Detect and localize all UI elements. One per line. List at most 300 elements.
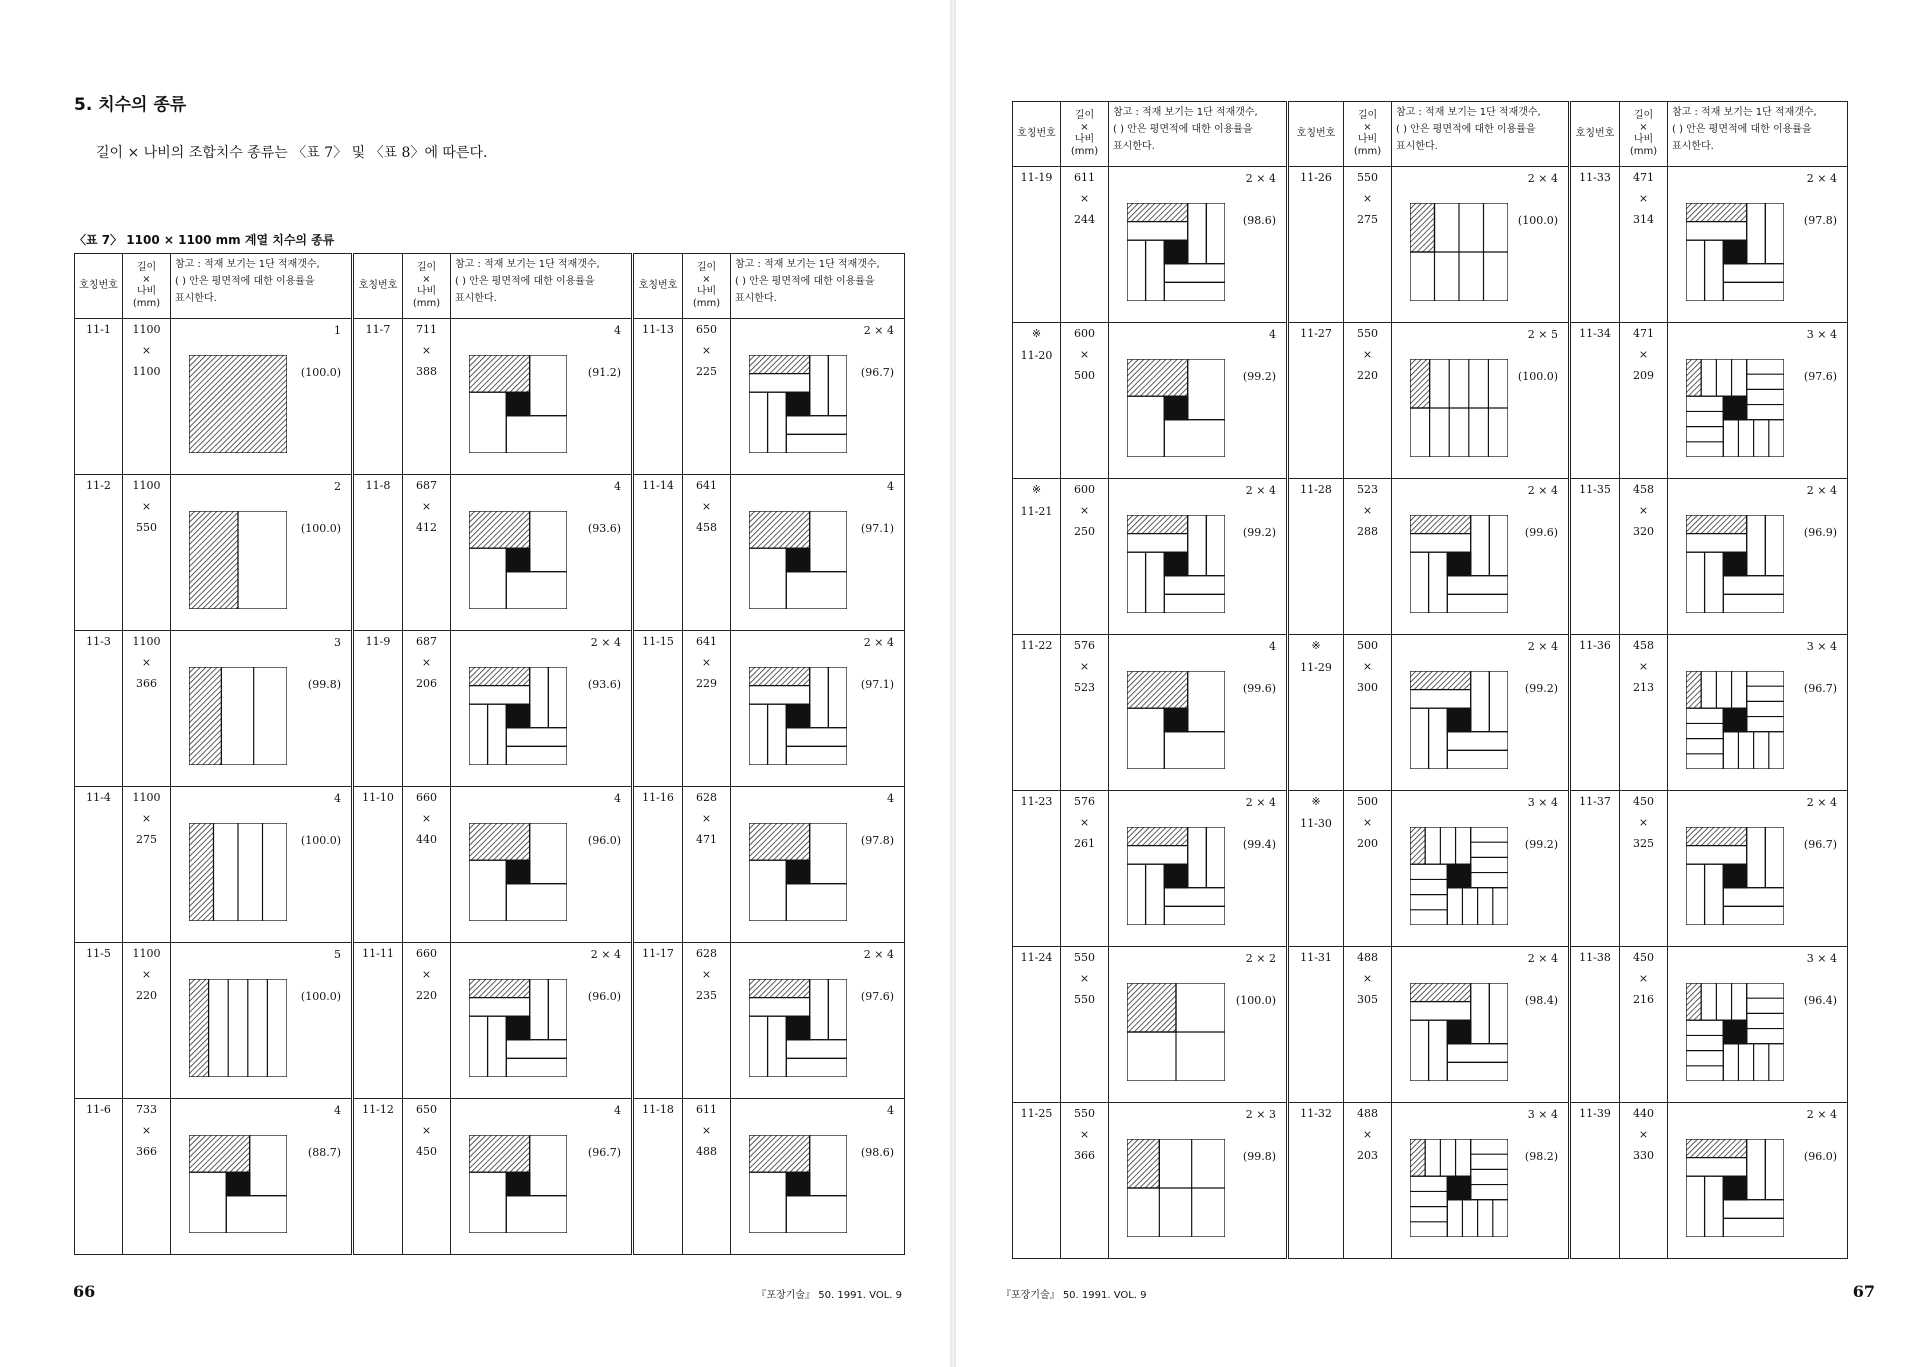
note-mark: ※: [1031, 327, 1042, 340]
length-value: 1100: [132, 947, 161, 960]
width-value: 275: [1357, 213, 1378, 226]
code-label: 11-8: [365, 479, 391, 492]
box-outline: [828, 355, 847, 416]
efficiency-value: (98.6): [860, 1146, 894, 1159]
code-label: 11-36: [1579, 639, 1611, 652]
box-outline: [1489, 671, 1508, 732]
pattern-cell: [171, 475, 353, 631]
box-outline: [506, 746, 567, 765]
box-outline: [250, 1135, 287, 1196]
table-row: [75, 475, 905, 631]
code-label: 11-17: [642, 947, 674, 960]
width-value: 305: [1357, 993, 1378, 1006]
length-value: 600: [1074, 483, 1095, 496]
efficiency-value: (99.8): [307, 678, 341, 691]
box-outline: [1686, 534, 1747, 553]
box-outline: [1410, 203, 1435, 252]
box-outline: [1447, 732, 1508, 751]
length-value: 687: [416, 635, 437, 648]
box-outline: [1447, 1044, 1508, 1063]
length-value: 611: [1074, 171, 1095, 184]
box-outline: [1164, 906, 1225, 925]
times-sign: ×: [1638, 972, 1649, 985]
width-value: 275: [136, 833, 157, 846]
box-outline: [768, 1016, 787, 1077]
header-remark: [731, 254, 905, 319]
table-row: [1013, 947, 1848, 1103]
table-row: [75, 787, 905, 943]
pallet-count: 2 × 2: [1245, 952, 1276, 965]
header-code: 호칭번호: [1288, 102, 1344, 167]
box-outline: [469, 392, 506, 453]
box-outline: [226, 1196, 287, 1233]
box-outline: [1188, 203, 1207, 264]
box-outline: [1164, 576, 1225, 595]
dims-cell: [683, 1099, 731, 1255]
width-value: 523: [1074, 681, 1095, 694]
box-outline: [749, 1016, 768, 1077]
header-remark-line: 표시한다.: [175, 293, 217, 304]
dims-cell: [1344, 635, 1392, 791]
box-outline: [1723, 1020, 1747, 1044]
box-outline: [1410, 1020, 1429, 1081]
pattern-cell: [1109, 635, 1288, 791]
box-outline: [828, 667, 847, 728]
code-label: 11-27: [1300, 327, 1332, 340]
stacking-pattern-diagram: [749, 667, 847, 765]
width-value: 220: [1357, 369, 1378, 382]
code-cell: [1288, 167, 1344, 323]
pallet-count: 2 × 4: [1527, 484, 1558, 497]
times-sign: ×: [1079, 504, 1090, 517]
pallet-count: 2 × 4: [1245, 796, 1276, 809]
box-outline: [749, 355, 810, 374]
header-code: 호칭번호: [75, 254, 123, 319]
box-outline: [1188, 515, 1207, 576]
header-remark-line: 참고 : 적재 보기는 1단 적재갯수,: [735, 259, 880, 270]
code-label: 11-38: [1579, 951, 1611, 964]
header-remark: [451, 254, 633, 319]
stacking-pattern-diagram: [189, 823, 287, 921]
pallet-count: 2 × 5: [1527, 328, 1558, 341]
box-outline: [548, 667, 567, 728]
length-value: 458: [1633, 639, 1654, 652]
efficiency-value: (99.4): [1242, 838, 1276, 851]
code-label: 11-18: [642, 1103, 674, 1116]
box-outline: [1747, 827, 1766, 888]
times-sign: ×: [1362, 1128, 1373, 1141]
header-width: 나비: [1074, 134, 1095, 145]
stacking-pattern-diagram: [1410, 671, 1508, 769]
box-outline: [530, 667, 549, 728]
header-width: 나비: [696, 286, 717, 297]
table-row: [75, 1099, 905, 1255]
box-outline: [506, 860, 530, 884]
note-mark: ※: [1311, 795, 1321, 808]
length-value: 450: [1633, 951, 1654, 964]
box-outline: [1146, 240, 1165, 301]
efficiency-value: (99.6): [1242, 682, 1276, 695]
dimension-table-left: [74, 253, 905, 1255]
dims-cell: [403, 1099, 451, 1255]
box-outline: [1723, 906, 1784, 925]
pattern-cell: [1668, 791, 1848, 947]
times-sign: ×: [701, 500, 712, 513]
box-outline: [530, 355, 567, 416]
times-sign: ×: [1638, 816, 1649, 829]
efficiency-value: (97.1): [860, 522, 894, 535]
code-cell: [1013, 479, 1061, 635]
box-outline: [749, 511, 810, 548]
pattern-cell: [1392, 479, 1570, 635]
box-outline: [1686, 359, 1701, 396]
code-cell: [1288, 323, 1344, 479]
header-dims: [683, 254, 731, 319]
code-cell: [633, 319, 683, 475]
box-outline: [1206, 203, 1225, 264]
pallet-count: 4: [887, 792, 894, 805]
dimension-table-right: [1012, 101, 1848, 1259]
code-label: 11-23: [1020, 795, 1053, 808]
box-outline: [1765, 1139, 1784, 1200]
box-outline: [1164, 396, 1188, 420]
times-sign: ×: [1638, 504, 1649, 517]
stacking-pattern-diagram: [1686, 359, 1784, 457]
pattern-cell: [1668, 947, 1848, 1103]
stacking-pattern-diagram: [1410, 515, 1508, 613]
box-outline: [1723, 1200, 1784, 1219]
box-outline: [749, 998, 810, 1017]
code-label: 11-6: [86, 1103, 111, 1116]
dims-cell: [1620, 167, 1668, 323]
pallet-count: 4: [614, 1104, 621, 1117]
pallet-count: 3: [334, 636, 341, 649]
header-times: ×: [1363, 122, 1372, 133]
code-cell: [1570, 1103, 1620, 1259]
code-cell: [353, 1099, 403, 1255]
code-cell: [1013, 947, 1061, 1103]
header-remark-line: ( ) 안은 평면적에 대한 이용률을: [1672, 124, 1812, 135]
efficiency-value: (99.8): [1242, 1150, 1276, 1163]
header-width: 나비: [136, 286, 157, 297]
length-value: 600: [1074, 327, 1095, 340]
code-label: 11-4: [86, 791, 111, 804]
width-value: 471: [696, 833, 717, 846]
length-value: 488: [1357, 1107, 1378, 1120]
box-outline: [1410, 552, 1429, 613]
efficiency-value: (96.4): [1803, 994, 1837, 1007]
header-remark-line: 표시한다.: [455, 293, 497, 304]
dims-cell: [683, 943, 731, 1099]
header-length: 길이: [136, 262, 157, 273]
efficiency-value: (100.0): [1235, 994, 1276, 1007]
box-outline: [1447, 594, 1508, 613]
code-label: 11-16: [642, 791, 674, 804]
header-remark-line: ( ) 안은 평면적에 대한 이용률을: [455, 276, 595, 287]
box-outline: [469, 1016, 488, 1077]
box-outline: [1705, 864, 1724, 925]
box-outline: [1127, 515, 1188, 534]
box-outline: [1723, 576, 1784, 595]
box-outline: [1127, 552, 1146, 613]
box-outline: [1765, 515, 1784, 576]
length-value: 650: [696, 323, 717, 336]
header-dims: [1061, 102, 1109, 167]
box-outline: [1723, 240, 1747, 264]
dims-cell: [683, 319, 731, 475]
table-header: [1013, 102, 1848, 167]
length-value: 687: [416, 479, 437, 492]
dims-cell: [403, 319, 451, 475]
code-cell: [353, 943, 403, 1099]
box-outline: [1765, 827, 1784, 888]
stacking-pattern-diagram: [1410, 827, 1508, 925]
box-outline: [1410, 534, 1471, 553]
box-outline: [189, 511, 238, 609]
times-sign: ×: [1638, 192, 1649, 205]
width-value: 366: [1074, 1149, 1095, 1162]
times-sign: ×: [1638, 660, 1649, 673]
pattern-cell: [1392, 791, 1570, 947]
box-outline: [469, 1135, 530, 1172]
code-label: 11-34: [1579, 327, 1611, 340]
box-outline: [1188, 359, 1225, 420]
width-value: 500: [1074, 369, 1095, 382]
box-outline: [749, 1172, 786, 1233]
box-outline: [786, 434, 847, 453]
pattern-cell: [451, 631, 633, 787]
box-outline: [1164, 732, 1225, 769]
length-value: 550: [1357, 327, 1378, 340]
box-outline: [1686, 983, 1701, 1020]
box-outline: [1146, 864, 1165, 925]
length-value: 471: [1633, 171, 1654, 184]
times-sign: ×: [1362, 504, 1373, 517]
dims-cell: [1061, 791, 1109, 947]
header-times: ×: [1080, 122, 1089, 133]
pallet-count: 3 × 4: [1806, 952, 1837, 965]
box-outline: [469, 686, 530, 705]
header-unit: (mm): [1353, 146, 1382, 157]
box-outline: [786, 1196, 847, 1233]
header-unit: (mm): [692, 298, 721, 309]
dims-cell: [123, 1099, 171, 1255]
times-sign: ×: [1079, 816, 1090, 829]
width-value: 314: [1633, 213, 1654, 226]
box-outline: [1127, 1139, 1159, 1188]
pallet-count: 5: [334, 948, 341, 961]
efficiency-value: (100.0): [300, 366, 341, 379]
width-value: 235: [696, 989, 717, 1002]
box-outline: [506, 1172, 530, 1196]
length-value: 611: [696, 1103, 717, 1116]
dims-cell: [1061, 635, 1109, 791]
code-label: 11-2: [86, 479, 111, 492]
box-outline: [786, 860, 810, 884]
length-value: 523: [1357, 483, 1378, 496]
code-cell: [1013, 1103, 1061, 1259]
stacking-pattern-diagram: [469, 823, 567, 921]
times-sign: ×: [421, 656, 432, 669]
times-sign: ×: [1638, 348, 1649, 361]
code-label: 11-7: [365, 323, 391, 336]
stacking-pattern-diagram: [1686, 203, 1784, 301]
table-row: [1013, 479, 1848, 635]
stacking-pattern-diagram: [1686, 1139, 1784, 1237]
pattern-cell: [171, 319, 353, 475]
box-outline: [469, 979, 530, 998]
code-label: 11-9: [365, 635, 391, 648]
box-outline: [1747, 1139, 1766, 1200]
pallet-count: 4: [1269, 328, 1276, 341]
header-length: 길이: [1633, 110, 1654, 121]
box-outline: [1723, 552, 1747, 576]
code-label: 11-32: [1300, 1107, 1332, 1120]
box-outline: [810, 823, 847, 884]
pattern-cell: [1392, 167, 1570, 323]
dims-cell: [1620, 791, 1668, 947]
efficiency-value: (96.7): [1803, 838, 1837, 851]
box-outline: [1723, 1176, 1747, 1200]
length-value: 450: [1633, 795, 1654, 808]
header-times: ×: [422, 274, 431, 285]
box-outline: [469, 355, 530, 392]
box-outline: [1410, 671, 1471, 690]
header-remark-line: 표시한다.: [735, 293, 777, 304]
code-cell: [1570, 635, 1620, 791]
width-value: 213: [1633, 681, 1654, 694]
length-value: 733: [136, 1103, 157, 1116]
header-times: ×: [1639, 122, 1648, 133]
box-outline: [810, 511, 847, 572]
pallet-count: 2 × 4: [1806, 796, 1837, 809]
table-header: [75, 254, 905, 319]
header-remark-line: 참고 : 적재 보기는 1단 적재갯수,: [455, 259, 600, 270]
length-value: 1100: [132, 635, 161, 648]
box-outline: [1410, 1139, 1425, 1176]
box-outline: [1127, 671, 1188, 708]
page-number: 66: [73, 1282, 96, 1301]
efficiency-value: (91.2): [587, 366, 621, 379]
pallet-count: 3 × 4: [1806, 640, 1837, 653]
box-outline: [1127, 846, 1188, 865]
code-label: 11-31: [1300, 951, 1332, 964]
length-value: 650: [416, 1103, 437, 1116]
efficiency-value: (100.0): [1517, 214, 1558, 227]
code-cell: [75, 1099, 123, 1255]
code-cell: [1288, 635, 1344, 791]
box-outline: [506, 884, 567, 921]
box-outline: [488, 1016, 507, 1077]
pattern-cell: [171, 943, 353, 1099]
box-outline: [226, 1172, 250, 1196]
box-outline: [469, 1172, 506, 1233]
note-mark: ※: [1311, 639, 1321, 652]
box-outline: [786, 392, 810, 416]
width-value: 203: [1357, 1149, 1378, 1162]
code-label: 11-21: [1020, 505, 1053, 518]
pallet-count: 2: [334, 480, 341, 493]
code-label: 11-30: [1300, 817, 1332, 830]
times-sign: ×: [421, 344, 432, 357]
width-value: 440: [416, 833, 437, 846]
box-outline: [1127, 534, 1188, 553]
box-outline: [1127, 359, 1188, 396]
header-unit: (mm): [412, 298, 441, 309]
times-sign: ×: [701, 1124, 712, 1137]
box-outline: [1471, 983, 1490, 1044]
pattern-cell: [731, 631, 905, 787]
stacking-pattern-diagram: [189, 511, 287, 609]
box-outline: [1723, 1218, 1784, 1237]
width-value: 206: [416, 677, 437, 690]
stacking-pattern-diagram: [1410, 1139, 1508, 1237]
box-outline: [469, 667, 530, 686]
length-value: 440: [1633, 1107, 1654, 1120]
box-outline: [749, 667, 810, 686]
stacking-pattern-diagram: [189, 979, 287, 1077]
footer-journal: 『포장기술』 50. 1991. VOL. 9: [756, 1290, 902, 1301]
length-value: 488: [1357, 951, 1378, 964]
pallet-count: 3 × 4: [1527, 1108, 1558, 1121]
code-label: 11-10: [362, 791, 394, 804]
box-outline: [1127, 864, 1146, 925]
code-cell: [1570, 167, 1620, 323]
left-page: [0, 0, 950, 1367]
box-outline: [530, 1135, 567, 1196]
pallet-count: 4: [614, 324, 621, 337]
efficiency-value: (96.0): [587, 990, 621, 1003]
dims-cell: [1061, 167, 1109, 323]
stacking-pattern-diagram: [1686, 515, 1784, 613]
stacking-pattern-diagram: [1410, 983, 1508, 1081]
pallet-count: 2 × 4: [1527, 172, 1558, 185]
width-value: 388: [416, 365, 437, 378]
code-label: 11-5: [86, 947, 111, 960]
box-outline: [506, 1196, 567, 1233]
box-outline: [1206, 515, 1225, 576]
box-outline: [1127, 708, 1164, 769]
box-outline: [469, 823, 530, 860]
header-remark: [1392, 102, 1570, 167]
efficiency-value: (96.7): [860, 366, 894, 379]
efficiency-value: (97.8): [860, 834, 894, 847]
pallet-count: 2 × 4: [863, 324, 894, 337]
box-outline: [1127, 983, 1176, 1032]
efficiency-value: (97.1): [860, 678, 894, 691]
header-unit: (mm): [1070, 146, 1099, 157]
code-cell: [1570, 791, 1620, 947]
stacking-pattern-diagram: [469, 355, 567, 453]
stacking-pattern-diagram: [189, 355, 287, 453]
pattern-cell: [171, 1099, 353, 1255]
box-outline: [530, 979, 549, 1040]
stacking-pattern-diagram: [1410, 359, 1508, 457]
code-cell: [1288, 947, 1344, 1103]
code-label: 11-39: [1579, 1107, 1611, 1120]
pallet-count: 1: [334, 324, 341, 337]
code-label: 11-33: [1579, 171, 1611, 184]
box-outline: [189, 1135, 250, 1172]
efficiency-value: (96.9): [1803, 526, 1837, 539]
box-outline: [1164, 708, 1188, 732]
stacking-pattern-diagram: [469, 1135, 567, 1233]
dims-cell: [683, 787, 731, 943]
times-sign: ×: [141, 656, 152, 669]
stacking-pattern-diagram: [749, 511, 847, 609]
times-sign: ×: [141, 1124, 152, 1137]
box-outline: [1410, 708, 1429, 769]
